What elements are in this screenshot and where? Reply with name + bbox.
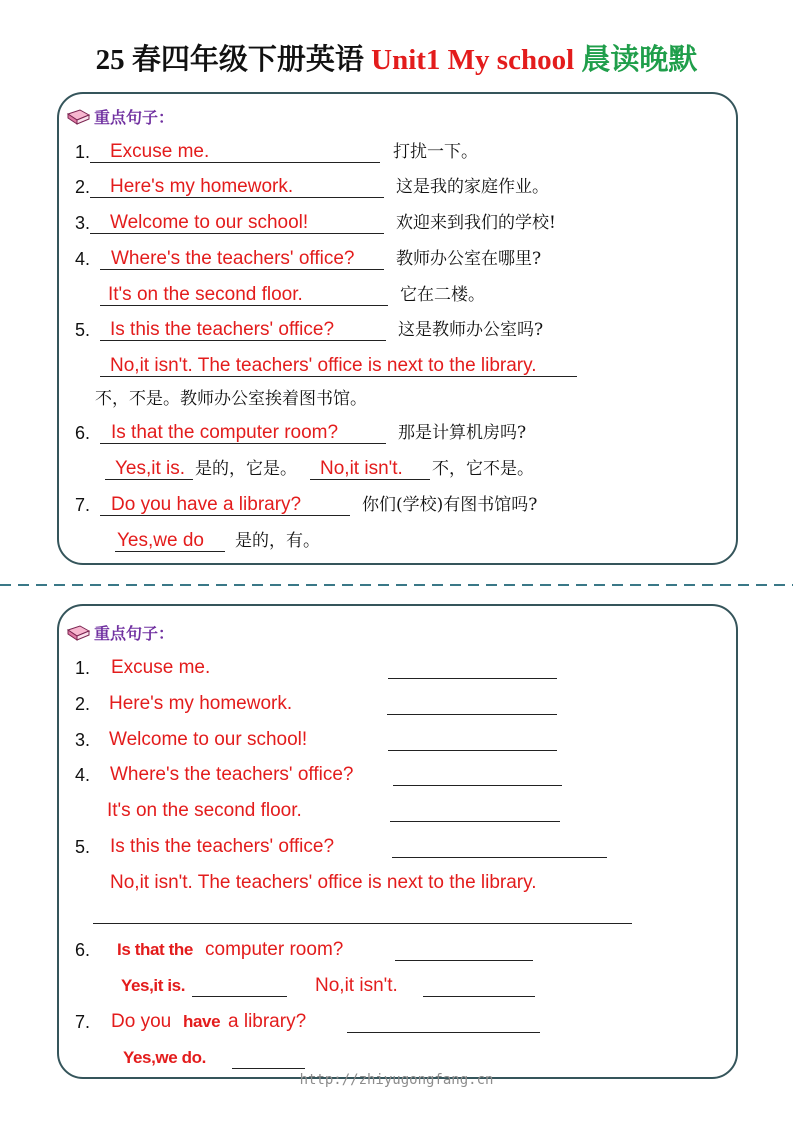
item-1-number: 1. xyxy=(75,142,91,162)
item-7-answer: Do you have a library? xyxy=(100,494,350,516)
practice-6-no-blank xyxy=(423,975,535,997)
practice-7-number: 7. xyxy=(75,1012,91,1032)
practice-7-sentence-start: Do you xyxy=(111,1011,172,1032)
practice-3-blank xyxy=(388,729,557,751)
item-4-translation: 教师办公室在哪里? xyxy=(396,249,542,269)
item-6-number: 6. xyxy=(75,423,91,443)
footer-url: http://zhiyugongfang.cn xyxy=(299,1072,494,1088)
item-1-translation: 打扰一下。 xyxy=(393,142,478,162)
item-4-reply-translation: 它在二楼。 xyxy=(400,285,485,305)
practice-4-sentence: Where's the teachers' office? xyxy=(110,764,354,785)
practice-box xyxy=(57,604,738,1079)
item-6-answer: Is that the computer room? xyxy=(100,422,386,444)
reference-box xyxy=(57,92,738,565)
item-2-translation: 这是我的家庭作业。 xyxy=(396,177,549,197)
practice-6-blank xyxy=(395,939,533,961)
item-7-reply-answer: Yes,we do xyxy=(115,530,225,552)
practice-7-sentence-end: a library? xyxy=(228,1011,307,1032)
practice-4-reply-blank xyxy=(390,800,560,822)
practice-3-sentence: Welcome to our school! xyxy=(109,729,308,750)
practice-1-sentence: Excuse me. xyxy=(111,657,211,678)
item-5-number: 5. xyxy=(75,320,91,340)
book-icon xyxy=(65,108,91,128)
item-6-yes-answer: Yes,it is. xyxy=(105,458,193,480)
practice-7-blank xyxy=(347,1011,540,1033)
item-3-translation: 欢迎来到我们的学校! xyxy=(396,213,556,233)
practice-7-sentence-verb: have xyxy=(183,1012,221,1031)
item-6-translation: 那是计算机房吗? xyxy=(398,423,527,443)
item-5-reply-translation: 不，不是。教师办公室挨着图书馆。 xyxy=(95,389,367,409)
practice-6-no-sentence: No,it isn't. xyxy=(315,975,398,996)
practice-6-yes-blank xyxy=(192,975,287,997)
page-title xyxy=(0,40,793,80)
item-5-reply-answer: No,it isn't. The teachers' office is next to the library. xyxy=(100,355,577,377)
book-icon xyxy=(65,624,91,644)
item-5-answer: Is this the teachers' office? xyxy=(100,319,386,341)
section-heading: 重点句子： xyxy=(94,108,175,127)
item-6-no-answer: No,it isn't. xyxy=(310,458,430,480)
practice-5-reply-blank xyxy=(93,902,632,924)
practice-1-number: 1. xyxy=(75,658,91,678)
practice-5-number: 5. xyxy=(75,837,91,857)
item-3-number: 3. xyxy=(75,213,91,233)
practice-6-number: 6. xyxy=(75,940,91,960)
practice-4-number: 4. xyxy=(75,765,91,785)
practice-5-sentence: Is this the teachers' office? xyxy=(110,836,335,857)
practice-2-blank xyxy=(387,693,557,715)
practice-2-number: 2. xyxy=(75,694,91,714)
practice-6-sentence-end: computer room? xyxy=(205,939,344,960)
practice-5-reply-sentence: No,it isn't. The teachers' office is next to the library. xyxy=(110,872,537,893)
item-6-no-translation: 不，它不是。 xyxy=(432,459,534,479)
practice-6-yes-sentence: Yes,it is. xyxy=(121,976,186,995)
item-4-answer: Where's the teachers' office? xyxy=(100,248,384,270)
practice-1-blank xyxy=(388,657,557,679)
practice-2-sentence: Here's my homework. xyxy=(109,693,293,714)
item-2-answer: Here's my homework. xyxy=(90,176,384,198)
practice-5-blank xyxy=(392,836,607,858)
item-7-number: 7. xyxy=(75,495,91,515)
item-1-answer: Excuse me. xyxy=(90,141,380,163)
practice-7-reply-blank xyxy=(232,1047,305,1069)
title-tag: 晨读晚默 xyxy=(581,44,698,76)
item-4-number: 4. xyxy=(75,249,91,269)
dashed-divider xyxy=(0,584,793,586)
item-2-number: 2. xyxy=(75,177,91,197)
item-4-reply-answer: It's on the second floor. xyxy=(100,284,388,306)
practice-6-sentence-start: Is that the xyxy=(117,940,193,959)
title-grade: 25 春四年级下册英语 xyxy=(95,44,364,76)
item-6-yes-translation: 是的，它是。 xyxy=(195,459,297,479)
title-unit: Unit1 My school xyxy=(371,44,575,76)
practice-7-reply-sentence: Yes,we do. xyxy=(123,1048,206,1067)
practice-4-reply-sentence: It's on the second floor. xyxy=(107,800,302,821)
practice-4-blank xyxy=(393,764,562,786)
item-3-answer: Welcome to our school! xyxy=(90,212,384,234)
item-7-reply-translation: 是的，有。 xyxy=(235,531,320,551)
practice-3-number: 3. xyxy=(75,730,91,750)
section-heading: 重点句子： xyxy=(94,624,175,643)
item-5-translation: 这是教师办公室吗? xyxy=(398,320,544,340)
item-7-translation: 你们(学校)有图书馆吗? xyxy=(362,495,538,515)
